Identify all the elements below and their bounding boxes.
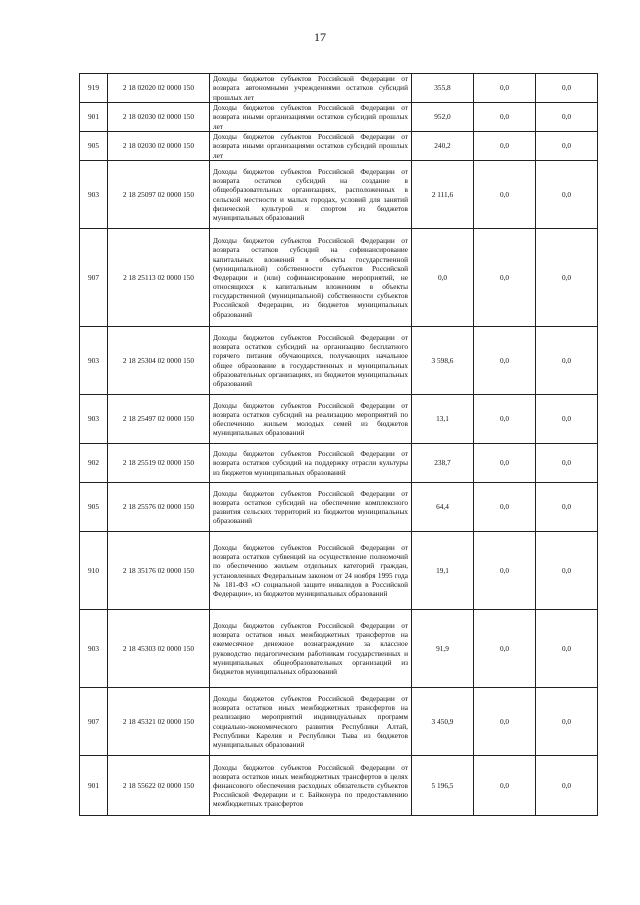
amount-year-3-cell: 0,0 [536,395,598,444]
budget-code-cell: 2 18 35176 02 0000 150 [108,532,210,610]
revenue-description-cell: Доходы бюджетов субъектов Российской Федерации от возврата остатков иных межбюджетных трансфертов в целях финансового обеспечения расходных обязательств субъектов Российской Федерации и г. Байконура по предоставлению межбюджетных трансфертов [210,756,412,816]
revenue-description-cell: Доходы бюджетов субъектов Российской Федерации от возврата остатков субсидий на создание в общеобразовательных организациях, расположенных в сельской местности и малых городах, условий для занятий физической культурой и спортом из бюджетов муниципальных образований [210,161,412,229]
amount-year-2-cell: 0,0 [474,161,536,229]
table-row [80,74,598,103]
revenue-description-cell: Доходы бюджетов субъектов Российской Федерации от возврата остатков субсидий на реализацию мероприятий по обеспечению жильем молодых семей из бюджетов муниципальных образований [210,395,412,444]
amount-year-3-cell: 0,0 [536,444,598,483]
admin-code-cell: 903 [80,161,108,229]
admin-code-cell: 907 [80,229,108,327]
revenue-description-cell: Доходы бюджетов субъектов Российской Федерации от возврата остатков субсидий на софинансирование капитальных вложений в объекты государственной (муниципальной) собственности субъектов Российской Федерации и (или) софинансирование мероприятий, не относящихся к капитальным вложениям в объекты государственной (муниципальной) собственности субъектов Российской Федерации, из бюджетов муниципальных образований [210,229,412,327]
budget-code-cell: 2 18 25519 02 0000 150 [108,444,210,483]
budget-code-cell: 2 18 25497 02 0000 150 [108,395,210,444]
table-row [80,327,598,395]
amount-year-1-cell: 3 450,9 [412,688,474,756]
revenue-description-cell: Доходы бюджетов субъектов Российской Федерации от возврата остатков субсидий на обеспечение комплексного развития сельских территорий из бюджетов муниципальных образований [210,483,412,532]
table-row [80,395,598,444]
revenue-description-cell: Доходы бюджетов субъектов Российской Федерации от возврата иными организациями остатков субсидий прошлых лет [210,103,412,132]
budget-code-cell: 2 18 45321 02 0000 150 [108,688,210,756]
amount-year-3-cell: 0,0 [536,688,598,756]
amount-year-1-cell: 5 196,5 [412,756,474,816]
amount-year-1-cell: 0,0 [412,229,474,327]
admin-code-cell: 903 [80,395,108,444]
admin-code-cell: 903 [80,610,108,688]
budget-code-cell: 2 18 55622 02 0000 150 [108,756,210,816]
admin-code-cell: 910 [80,532,108,610]
page-number: 17 [314,30,326,44]
budget-code-cell: 2 18 25576 02 0000 150 [108,483,210,532]
table-row [80,161,598,229]
table-row [80,132,598,161]
revenue-description-cell: Доходы бюджетов субъектов Российской Федерации от возврата автономными учреждениями остатков субсидий прошлых лет [210,74,412,103]
admin-code-cell: 905 [80,483,108,532]
amount-year-3-cell: 0,0 [536,756,598,816]
table-row [80,532,598,610]
amount-year-2-cell: 0,0 [474,532,536,610]
budget-code-cell: 2 18 02030 02 0000 150 [108,103,210,132]
table-row [80,688,598,756]
amount-year-2-cell: 0,0 [474,229,536,327]
amount-year-1-cell: 2 111,6 [412,161,474,229]
amount-year-1-cell: 238,7 [412,444,474,483]
revenue-description-cell: Доходы бюджетов субъектов Российской Федерации от возврата остатков иных межбюджетных трансфертов на ежемесячное денежное вознаграждение за классное руководство педагогическим работникам государственных и муниципальных общеобразовательных организаций из бюджетов муниципальных образований [210,610,412,688]
amount-year-3-cell: 0,0 [536,610,598,688]
amount-year-2-cell: 0,0 [474,610,536,688]
table-row [80,756,598,816]
table-row [80,103,598,132]
amount-year-3-cell: 0,0 [536,132,598,161]
budget-code-cell: 2 18 25097 02 0000 150 [108,161,210,229]
amount-year-3-cell: 0,0 [536,229,598,327]
admin-code-cell: 901 [80,756,108,816]
table-row [80,444,598,483]
amount-year-3-cell: 0,0 [536,74,598,103]
amount-year-2-cell: 0,0 [474,327,536,395]
amount-year-3-cell: 0,0 [536,532,598,610]
revenue-description-cell: Доходы бюджетов субъектов Российской Федерации от возврата остатков субсидий на поддержку отрасли культуры из бюджетов муниципальных образований [210,444,412,483]
amount-year-2-cell: 0,0 [474,395,536,444]
budget-code-cell: 2 18 02020 02 0000 150 [108,74,210,103]
amount-year-2-cell: 0,0 [474,103,536,132]
amount-year-3-cell: 0,0 [536,327,598,395]
table-row [80,610,598,688]
amount-year-3-cell: 0,0 [536,103,598,132]
amount-year-2-cell: 0,0 [474,444,536,483]
amount-year-1-cell: 952,0 [412,103,474,132]
revenue-description-cell: Доходы бюджетов субъектов Российской Федерации от возврата остатков субвенций на осуществление полномочий по обеспечению жильем отдельных категорий граждан, установленных Федеральным законом от 24 ноября 1995 года № 181-ФЗ «О социальной защите инвалидов в Российской Федерации», из бюджетов муниципальных образований [210,532,412,610]
amount-year-1-cell: 3 598,6 [412,327,474,395]
amount-year-2-cell: 0,0 [474,688,536,756]
budget-code-cell: 2 18 25304 02 0000 150 [108,327,210,395]
table-row [80,483,598,532]
admin-code-cell: 903 [80,327,108,395]
admin-code-cell: 907 [80,688,108,756]
revenue-description-cell: Доходы бюджетов субъектов Российской Федерации от возврата иными организациями остатков субсидий прошлых лет [210,132,412,161]
amount-year-2-cell: 0,0 [474,483,536,532]
amount-year-1-cell: 91,9 [412,610,474,688]
table-row [80,229,598,327]
amount-year-2-cell: 0,0 [474,132,536,161]
admin-code-cell: 901 [80,103,108,132]
amount-year-1-cell: 13,1 [412,395,474,444]
amount-year-2-cell: 0,0 [474,74,536,103]
budget-code-cell: 2 18 02030 02 0000 150 [108,132,210,161]
amount-year-1-cell: 64,4 [412,483,474,532]
admin-code-cell: 919 [80,74,108,103]
admin-code-cell: 902 [80,444,108,483]
budget-revenue-table [79,73,598,816]
admin-code-cell: 905 [80,132,108,161]
table-body [80,74,598,816]
amount-year-3-cell: 0,0 [536,161,598,229]
amount-year-3-cell: 0,0 [536,483,598,532]
budget-code-cell: 2 18 25113 02 0000 150 [108,229,210,327]
amount-year-1-cell: 19,1 [412,532,474,610]
amount-year-2-cell: 0,0 [474,756,536,816]
budget-code-cell: 2 18 45303 02 0000 150 [108,610,210,688]
revenue-description-cell: Доходы бюджетов субъектов Российской Федерации от возврата остатков иных межбюджетных трансфертов на реализацию мероприятий индивидуальных программ социально-экономического развития Республики Алтай, Республики Карелия и Республики Тыва из бюджетов муниципальных образований [210,688,412,756]
amount-year-1-cell: 355,8 [412,74,474,103]
revenue-description-cell: Доходы бюджетов субъектов Российской Федерации от возврата остатков субсидий на организацию бесплатного горячего питания обучающихся, получающих начальное общее образование в государственных и муниципальных образовательных организациях, из бюджетов муниципальных образований [210,327,412,395]
amount-year-1-cell: 240,2 [412,132,474,161]
